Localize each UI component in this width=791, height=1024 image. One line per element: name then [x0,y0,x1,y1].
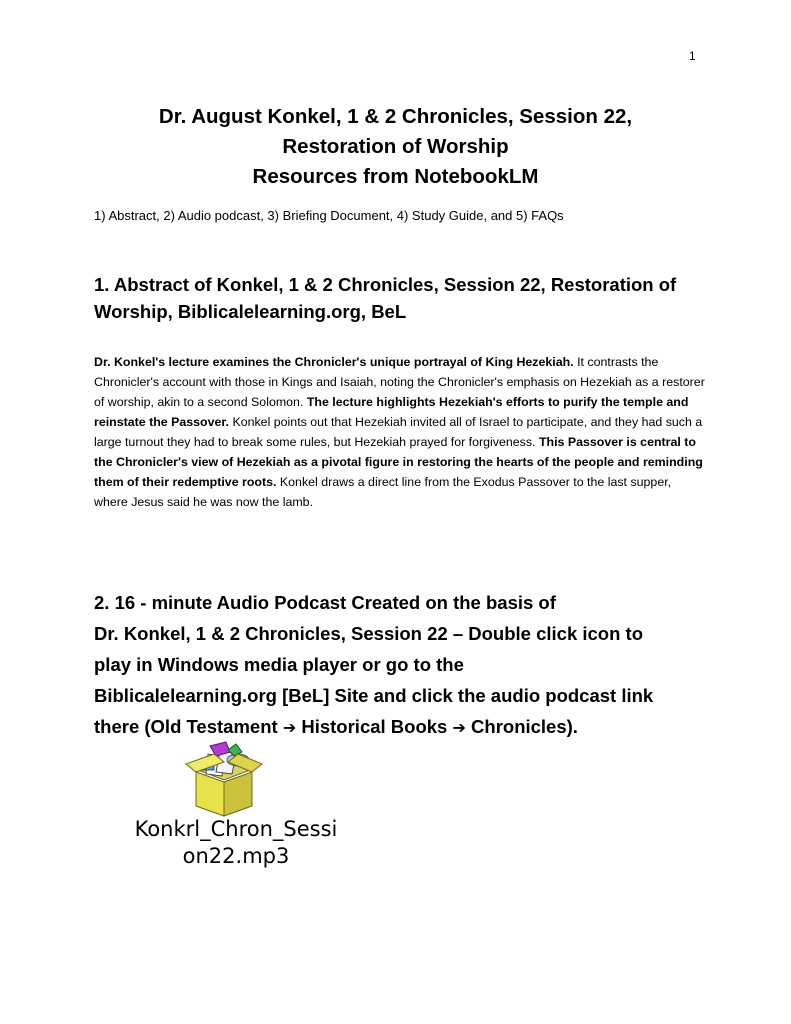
abstract-run: The lecture highlights Hezekiah's efforts to purify the temple and reinstate the Passover. [94,395,689,429]
title-line-2: Restoration of Worship [282,135,509,158]
breadcrumb-historical-books: Historical Books [296,716,453,737]
section-2-line-3: play in Windows media player or go to the [94,654,464,675]
resources-list: 1) Abstract, 2) Audio podcast, 3) Briefing Document, 4) Study Guide, and 5) FAQs [94,208,564,223]
document-title [0,102,791,192]
media-package-icon[interactable] [176,740,272,818]
abstract-run: Konkel points out that Hezekiah invited all of Israel to participate, and they had such a large turnout they had to break some rules, but Hezekiah prayed for forgiveness. [94,415,703,449]
breadcrumb-chronicles: Chronicles). [465,716,578,737]
title-line-3: Resources from NotebookLM [252,165,539,188]
abstract-run: Dr. Konkel's lecture examines the Chronicler's unique portrayal of King Hezekiah. [94,355,574,369]
section-2-line-2: Dr. Konkel, 1 & 2 Chronicles, Session 22 – Double click icon to [94,623,644,644]
abstract-run: This Passover is central to the Chronicler's view of Hezekiah as a pivotal figure in restoring the hearts of the people and reminding them of their redemptive roots. [94,435,703,489]
title-line-1: Dr. August Konkel, 1 & 2 Chronicles, Session 22, [158,105,633,128]
abstract-paragraph [94,352,706,512]
abstract-run: Konkel draws a direct line from the Exodus Passover to the last supper, where Jesus said he was now the lamb. [94,475,672,509]
podcast-file-label[interactable] [94,816,378,870]
section-2-line-4: Biblicalelearning.org [BeL] Site and click the audio podcast link [94,685,654,706]
section-2-heading [94,587,734,744]
section-2-line-1: 2. 16 - minute Audio Podcast Created on the basis of [94,592,556,613]
section-1-heading: 1. Abstract of Konkel, 1 & 2 Chronicles, Session 22, Restoration of Worship, Biblicalelearning.org, BeL [94,274,677,322]
page-number: 1 [689,49,696,63]
arrow-right-icon: ➔ [452,720,466,737]
podcast-file-label-line-2: on22.mp3 [182,844,290,868]
arrow-right-icon: ➔ [282,720,297,737]
breadcrumb-old-testament: there (Old Testament [94,716,283,737]
abstract-run: It contrasts the Chronicler's account with those in Kings and Isaiah, noting the Chronicler's emphasis on Hezekiah as a restorer of worship, akin to a second Solomon. [94,355,705,409]
podcast-file-label-line-1: Konkrl_Chron_Sessi [134,817,338,841]
